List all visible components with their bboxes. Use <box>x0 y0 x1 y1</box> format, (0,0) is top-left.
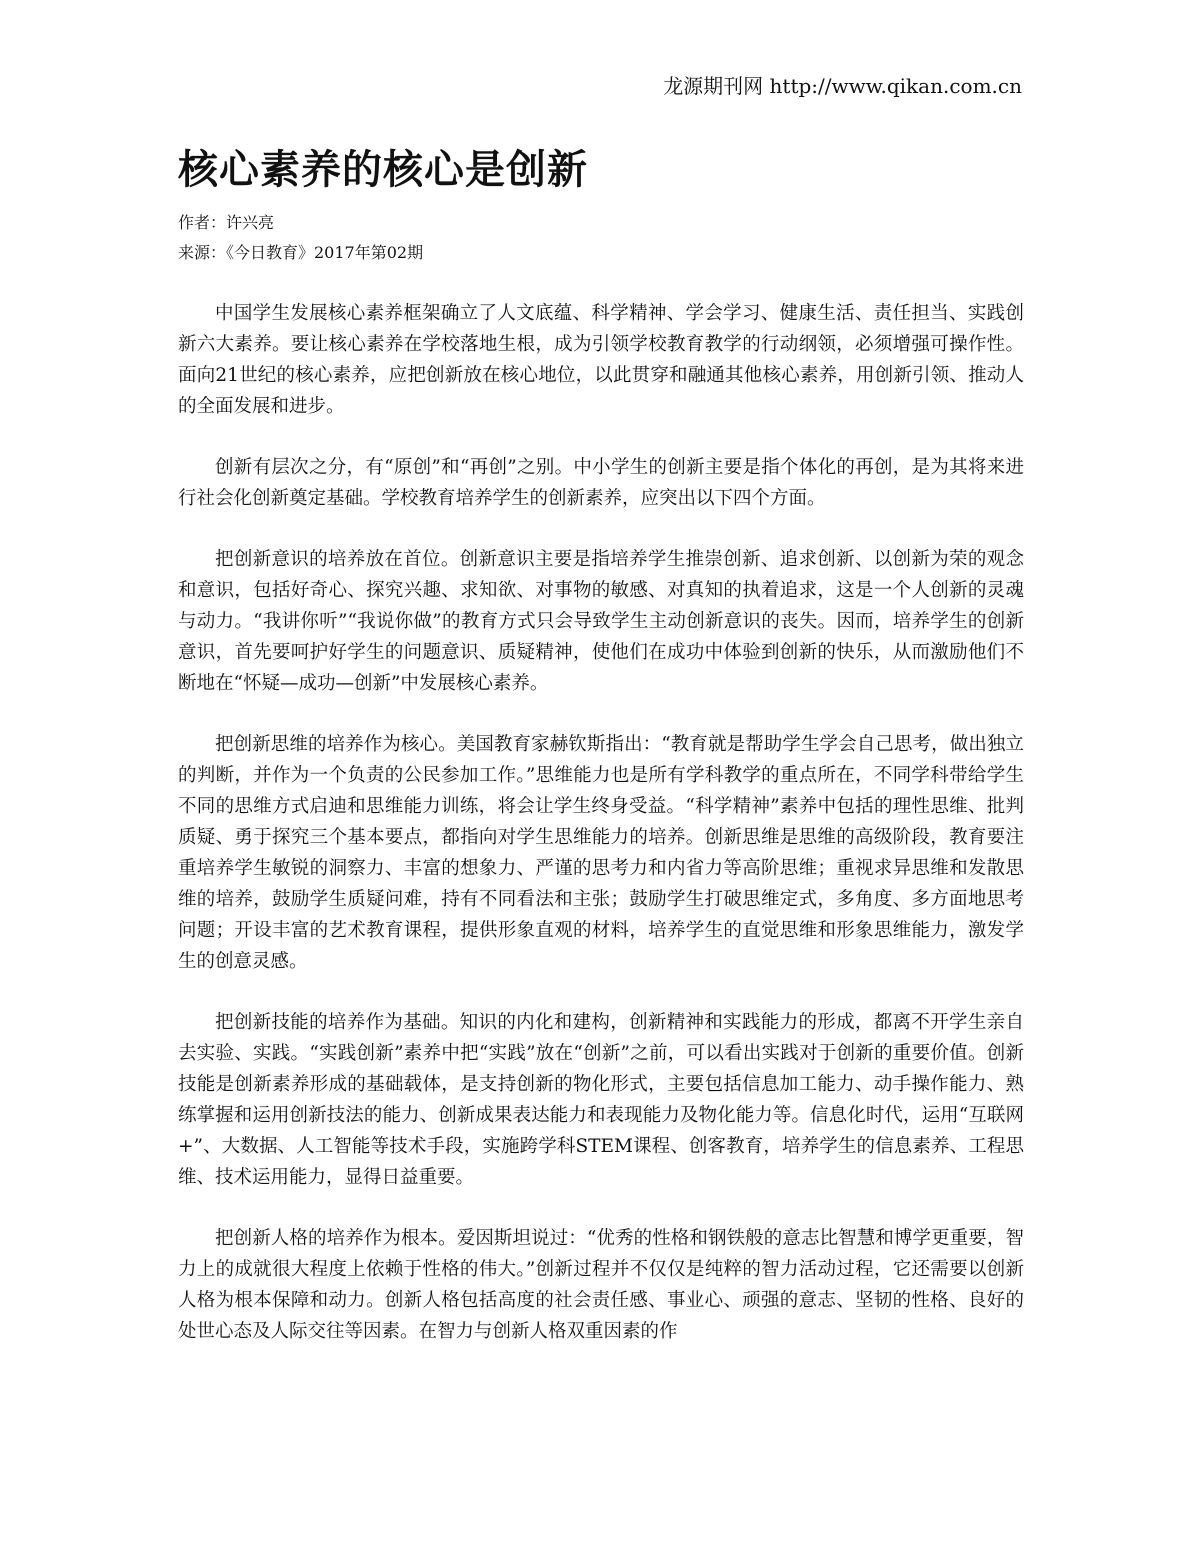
article-author: 作者：许兴亮 <box>178 213 275 232</box>
paragraph: 中国学生发展核心素养框架确立了人文底蕴、科学精神、学会学习、健康生活、责任担当、实践创新六大素养。要让核心素养在学校落地生根，成为引领学校教育教学的行动纲领，必须增强可操作性。面向21世纪的核心素养，应把创新放在核心地位，以此贯穿和融通其他核心素养，用创新引领、推动人的全面发展和进步。 <box>178 303 1024 417</box>
article-meta <box>178 208 423 268</box>
paragraph: 把创新思维的培养作为核心。美国教育家赫钦斯指出：“教育就是帮助学生学会自己思考，做出独立的判断，并作为一个负责的公民参加工作。”思维能力也是所有学科教学的重点所在，不同学科带给学生不同的思维方式启迪和思维能力训练，将会让学生终身受益。“科学精神”素养中包括的理性思维、批判质疑、勇于探究三个基本要点，都指向对学生思维能力的培养。创新思维是思维的高级阶段，教育要注重培养学生敏锐的洞察力、丰富的想象力、严谨的思考力和内省力等高阶思维；重视求异思维和发散思维的培养，鼓励学生质疑问难，持有不同看法和主张；鼓励学生打破思维定式，多角度、多方面地思考问题；开设丰富的艺术教育课程，提供形象直观的材料，培养学生的直觉思维和形象思维能力，激发学生的创意灵感。 <box>178 734 1024 972</box>
article-source: 来源：《今日教育》2017年第02期 <box>178 243 424 262</box>
paragraph: 创新有层次之分，有“原创”和“再创”之别。中小学生的创新主要是指个体化的再创，是为其将来进行社会化创新奠定基础。学校教育培养学生的创新素养，应突出以下四个方面。 <box>178 457 1024 509</box>
paragraph: 把创新技能的培养作为基础。知识的内化和建构，创新精神和实践能力的形成，都离不开学生亲自去实验、实践。“实践创新”素养中把“实践”放在“创新”之前，可以看出实践对于创新的重要价值。创新技能是创新素养形成的基础载体，是支持创新的物化形式，主要包括信息加工能力、动手操作能力、熟练掌握和运用创新技法的能力、创新成果表达能力和表现能力及物化能力等。信息化时代，运用“互联网+”、大数据、人工智能等技术手段，实施跨学科STEM课程、创客教育，培养学生的信息素养、工程思维、技术运用能力，显得日益重要。 <box>178 1012 1024 1188</box>
site-header: 龙源期刊网 http://www.qikan.com.cn <box>663 74 1022 98</box>
article-body <box>178 298 1024 1377</box>
article-title: 核心素养的核心是创新 <box>178 146 588 193</box>
paragraph: 把创新人格的培养作为根本。爱因斯坦说过：“优秀的性格和钢铁般的意志比智慧和博学更重要，智力上的成就很大程度上依赖于性格的伟大。”创新过程并不仅仅是纯粹的智力活动过程，它还需要以创新人格为根本保障和动力。创新人格包括高度的社会责任感、事业心、顽强的意志、坚韧的性格、良好的处世心态及人际交往等因素。在智力与创新人格双重因素的作 <box>178 1228 1024 1342</box>
paragraph: 把创新意识的培养放在首位。创新意识主要是指培养学生推崇创新、追求创新、以创新为荣的观念和意识，包括好奇心、探究兴趣、求知欲、对事物的敏感、对真知的执着追求，这是一个人创新的灵魂与动力。“我讲你听”“我说你做”的教育方式只会导致学生主动创新意识的丧失。因而，培养学生的创新意识，首先要呵护好学生的问题意识、质疑精神，使他们在成功中体验到创新的快乐，从而激励他们不断地在“怀疑—成功—创新”中发展核心素养。 <box>178 549 1024 694</box>
